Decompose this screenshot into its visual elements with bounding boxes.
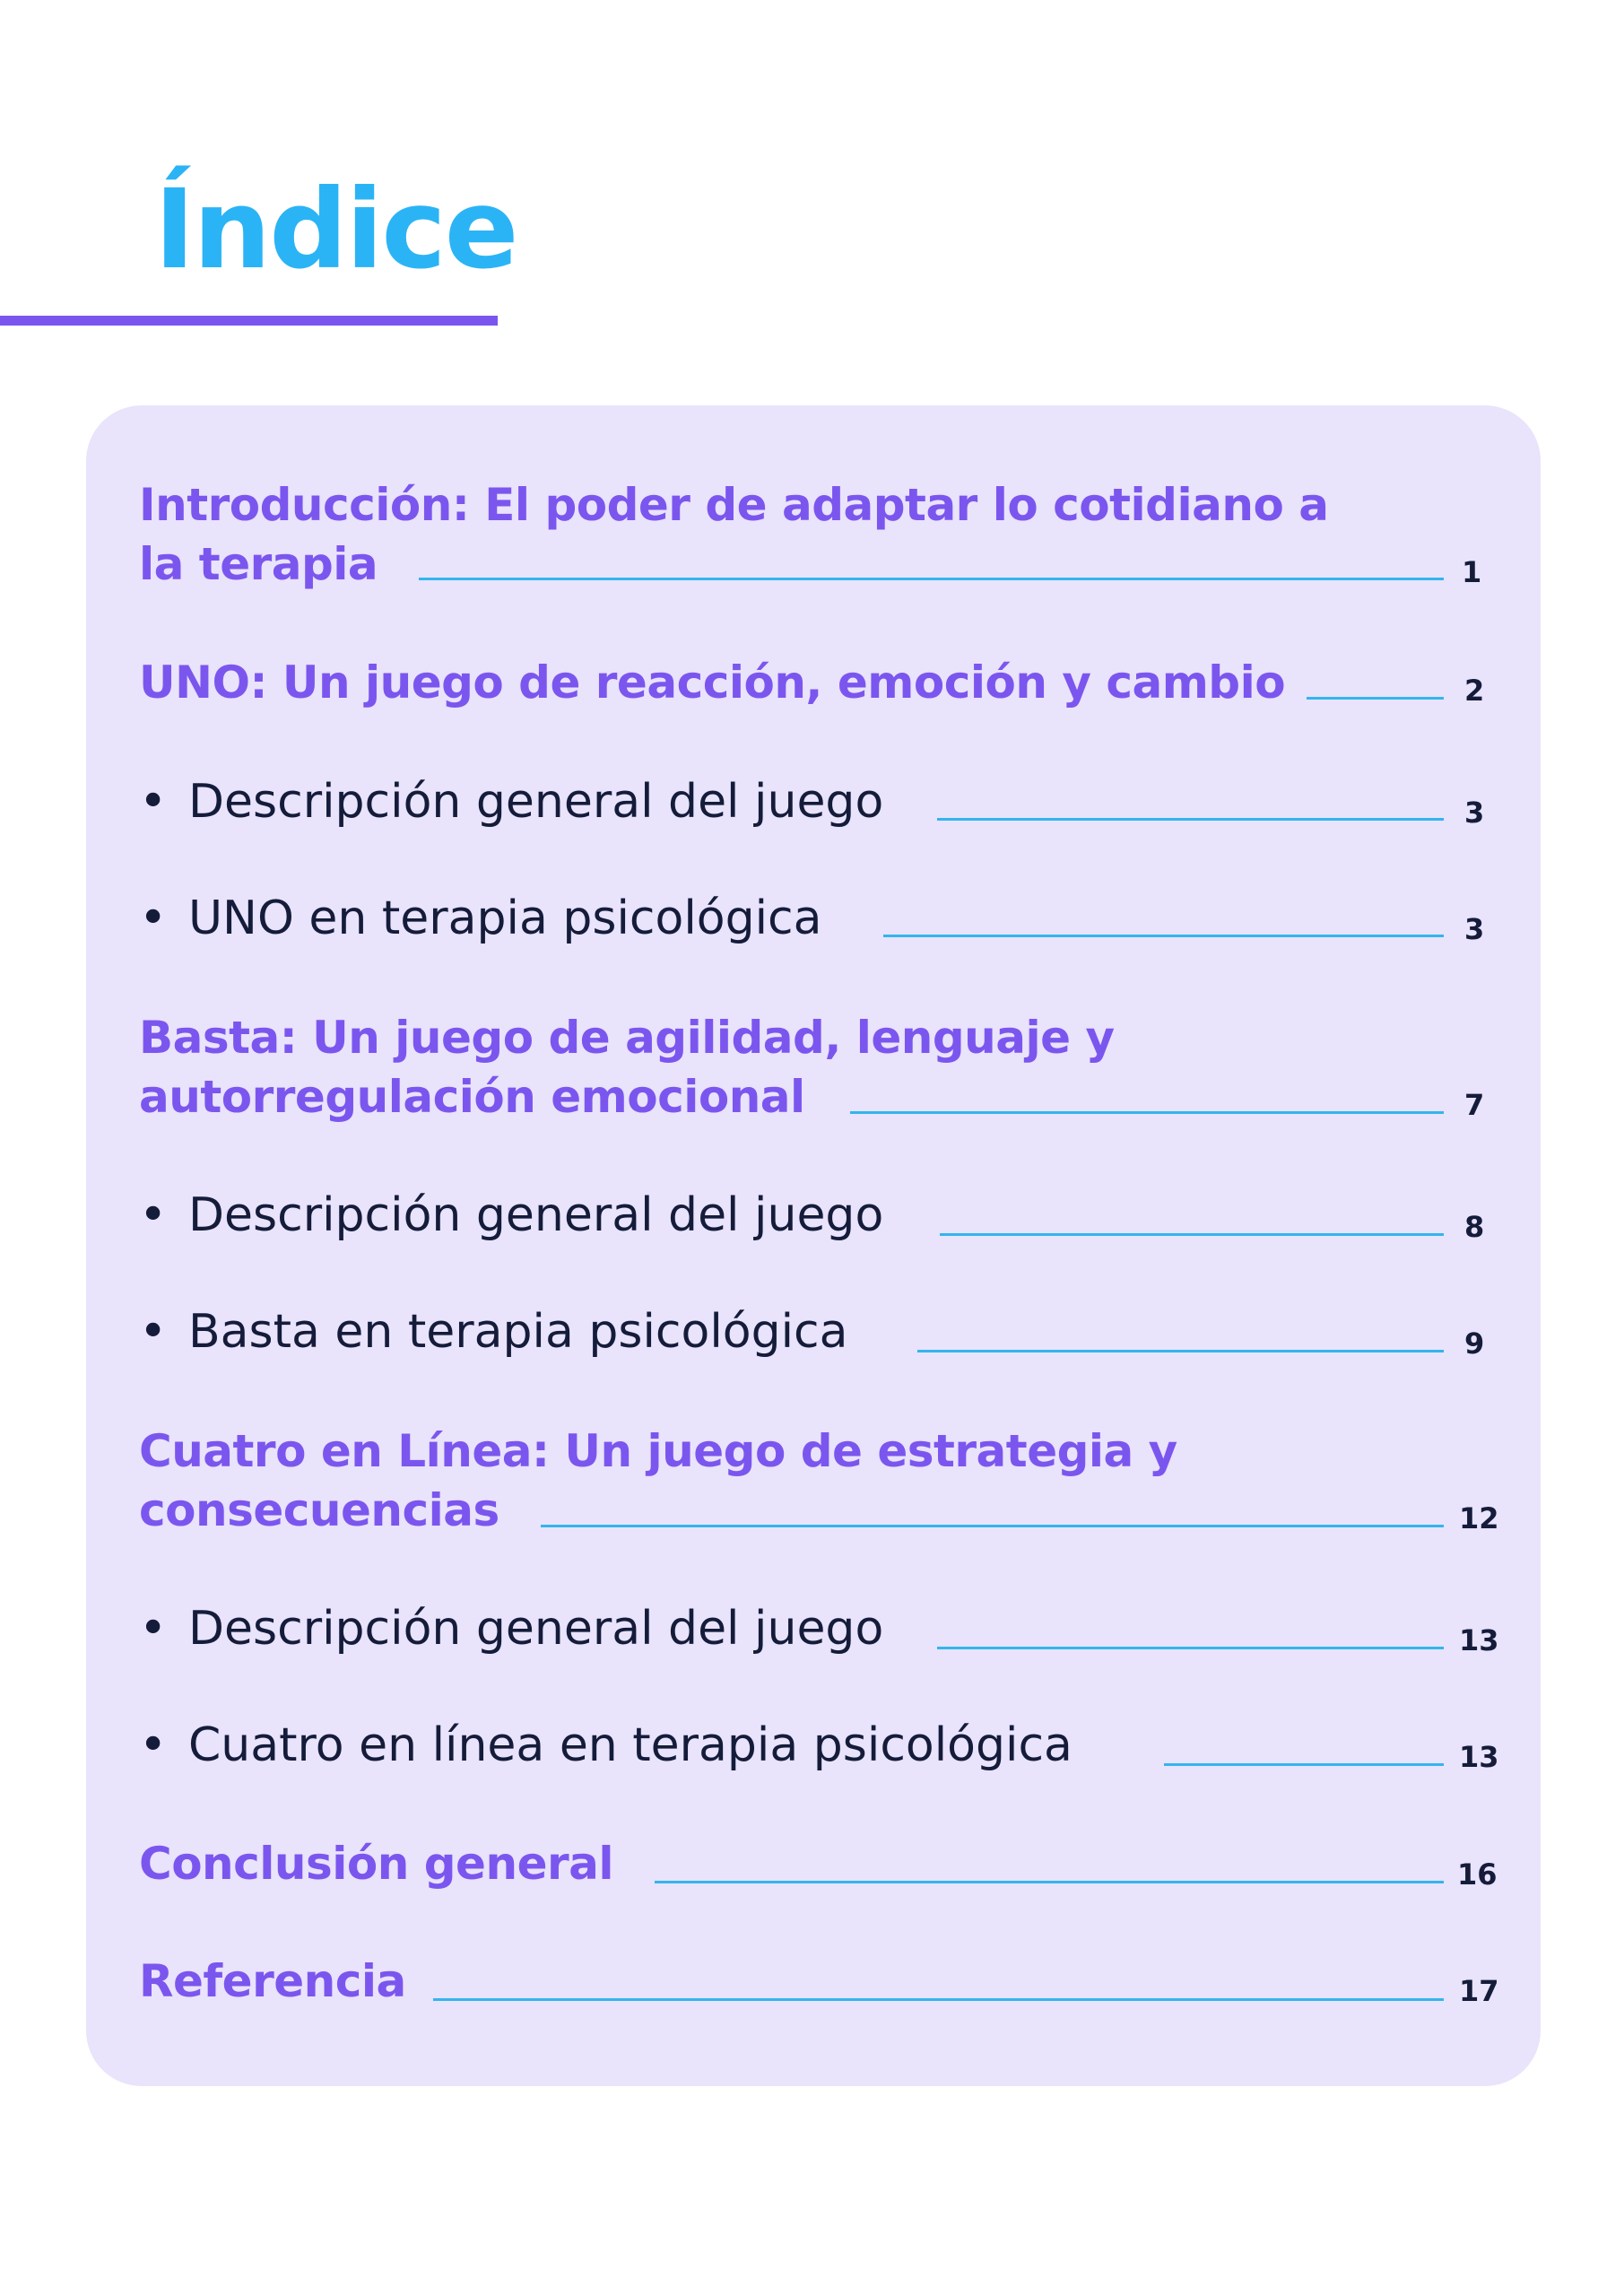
bullet-icon: • [139,1304,168,1359]
toc-leader-line [541,1525,1444,1527]
toc-page-number: 7 [1464,1088,1485,1122]
toc-entry-title-line: Descripción general del juego [188,1188,884,1242]
toc-leader-line [883,935,1444,937]
toc-entry-introduccion[interactable] [139,475,1502,594]
toc-page-number: 13 [1459,1740,1499,1774]
bullet-icon: • [139,1718,168,1772]
toc-page-number: 13 [1459,1623,1499,1657]
toc-leader-line [655,1881,1444,1883]
toc-entry-title-line: Conclusión general [139,1838,614,1890]
toc-entry-title-line: autorregulación emocional [139,1071,805,1123]
toc-entry-cuatro-terapia[interactable] [139,1716,1502,1775]
toc-page-number: 8 [1464,1210,1485,1244]
page-title: Índice [154,166,517,293]
toc-entry-basta[interactable] [139,1008,1502,1126]
toc-leader-line [433,1998,1444,2001]
toc-entry-uno-descripcion[interactable] [139,772,1502,831]
toc-leader-line [937,1647,1444,1649]
toc-page-number: 1 [1462,555,1482,589]
toc-leader-line [917,1350,1444,1352]
toc-entry-title-line: consecuencias [139,1484,499,1536]
toc-entry-referencia[interactable] [139,1952,1502,2011]
toc-entry-title-line: Descripción general del juego [188,1602,884,1656]
toc-leader-line [1164,1763,1444,1766]
toc-entry-title-line: UNO en terapia psicológica [188,891,822,945]
toc-page-number: 9 [1464,1326,1485,1361]
toc-entry-title-line: Cuatro en línea en terapia psicológica [188,1718,1073,1772]
toc-leader-line [850,1111,1444,1114]
toc-entry-title-line: UNO: Un juego de reacción, emoción y cambio [139,657,1286,709]
toc-entry-title-line: Cuatro en Línea: Un juego de estrategia y [139,1425,1177,1477]
bullet-icon: • [139,891,168,945]
bullet-icon: • [139,1187,168,1242]
toc-page-number: 17 [1459,1974,1499,2008]
title-underline [0,316,498,326]
toc-page-number: 3 [1464,912,1485,946]
toc-entry-title-line: la terapia [139,538,378,590]
toc-entry-basta-terapia[interactable] [139,1302,1502,1361]
toc-entry-uno[interactable] [139,653,1502,712]
toc-entry-title-line: Descripción general del juego [188,775,884,829]
toc-page-number: 3 [1464,796,1485,830]
toc-entry-title-line: Basta: Un juego de agilidad, lenguaje y [139,1012,1115,1064]
toc-entry-basta-descripcion[interactable] [139,1186,1502,1245]
toc-page-number: 12 [1459,1501,1499,1535]
toc-leader-line [940,1233,1444,1236]
toc-entry-title-line: Introducción: El poder de adaptar lo cotidiano a [139,479,1329,531]
bullet-icon: • [139,774,168,829]
toc-page-number: 16 [1457,1857,1498,1892]
bullet-icon: • [139,1601,168,1656]
toc-entry-uno-terapia[interactable] [139,889,1502,948]
toc-entry-title-line: Basta en terapia psicológica [188,1305,848,1359]
toc-leader-line [419,578,1444,580]
toc-leader-line [937,818,1444,821]
toc-page-number: 2 [1464,674,1485,708]
toc-leader-line [1307,697,1444,700]
toc-entry-cuatro-descripcion[interactable] [139,1599,1502,1658]
toc-entry-conclusion[interactable] [139,1834,1502,1893]
toc-entry-cuatro-en-linea[interactable] [139,1422,1502,1540]
toc-entry-title-line: Referencia [139,1955,406,2007]
